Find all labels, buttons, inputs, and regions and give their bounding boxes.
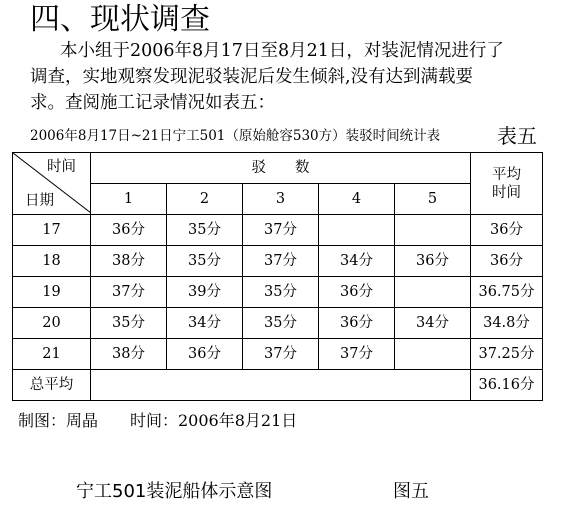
table-row [13,308,543,339]
table-row [13,277,543,308]
time-cell: 39分 [167,277,243,308]
time-cell: 37分 [243,339,319,370]
time-cell: 38分 [91,339,167,370]
avg-header-line-2: 时间 [492,184,521,201]
total-avg-cell: 36.16分 [471,370,543,401]
time-cell: 35分 [167,246,243,277]
loading-time-table [12,152,543,401]
date-cell: 17 [13,215,91,246]
table-header-row [13,153,543,184]
avg-cell: 36分 [471,215,543,246]
time-cell: 34分 [167,308,243,339]
time-cell: 35分 [167,215,243,246]
avg-cell: 34.8分 [471,308,543,339]
table-caption: 2006年8月17日~21日宁工501（原始舱容530方）装驳时间统计表 [30,128,441,144]
date-cell: 20 [13,308,91,339]
time-cell: 36分 [319,308,395,339]
time-cell [319,215,395,246]
date-cell: 18 [13,246,91,277]
time-cell: 36分 [167,339,243,370]
figure-label: 图五 [393,481,429,502]
time-cell: 36分 [395,246,471,277]
time-cell: 37分 [243,246,319,277]
time-cell [395,277,471,308]
figure-title: 宁工501装泥船体示意图 [76,481,273,502]
avg-cell: 36.75分 [471,277,543,308]
corner-date-label: 日期 [25,193,54,209]
paragraph-line-2: 调查，实地观察发现泥驳装泥后发生倾斜,没有达到满载要 [30,67,474,87]
time-cell: 36分 [319,277,395,308]
date-cell: 21 [13,339,91,370]
author-line: 制图：周晶 时间：2006年8月21日 [18,411,298,430]
time-cell: 37分 [91,277,167,308]
column-header: 2 [167,184,243,215]
avg-header [471,153,543,215]
section-title: 四、现状调查 [30,2,210,37]
time-cell: 35分 [243,308,319,339]
paragraph-line-1: 本小组于2006年8月17日至8月21日，对装泥情况进行了 [60,41,504,61]
time-cell: 35分 [243,277,319,308]
time-cell: 37分 [319,339,395,370]
total-empty-cell [91,370,471,401]
avg-cell: 37.25分 [471,339,543,370]
table-row [13,215,543,246]
avg-header-line-1: 平均 [492,166,521,183]
table-label: 表五 [497,124,537,148]
column-header: 4 [319,184,395,215]
time-cell: 35分 [91,308,167,339]
time-cell: 34分 [319,246,395,277]
time-cell: 34分 [395,308,471,339]
total-label: 总平均 [13,370,91,401]
group-header: 驳 数 [91,153,471,184]
column-header: 3 [243,184,319,215]
time-cell: 37分 [243,215,319,246]
paragraph-line-3: 求。查阅施工记录情况如表五： [30,93,275,113]
time-cell: 36分 [91,215,167,246]
table-total-row [13,370,543,401]
table-row [13,246,543,277]
time-cell: 38分 [91,246,167,277]
column-header: 5 [395,184,471,215]
table-subheader-row [13,184,543,215]
date-cell: 19 [13,277,91,308]
column-header: 1 [91,184,167,215]
corner-time-label: 时间 [47,159,76,175]
avg-cell: 36分 [471,246,543,277]
table-row [13,339,543,370]
corner-cell [13,153,91,215]
time-cell [395,215,471,246]
time-cell [395,339,471,370]
